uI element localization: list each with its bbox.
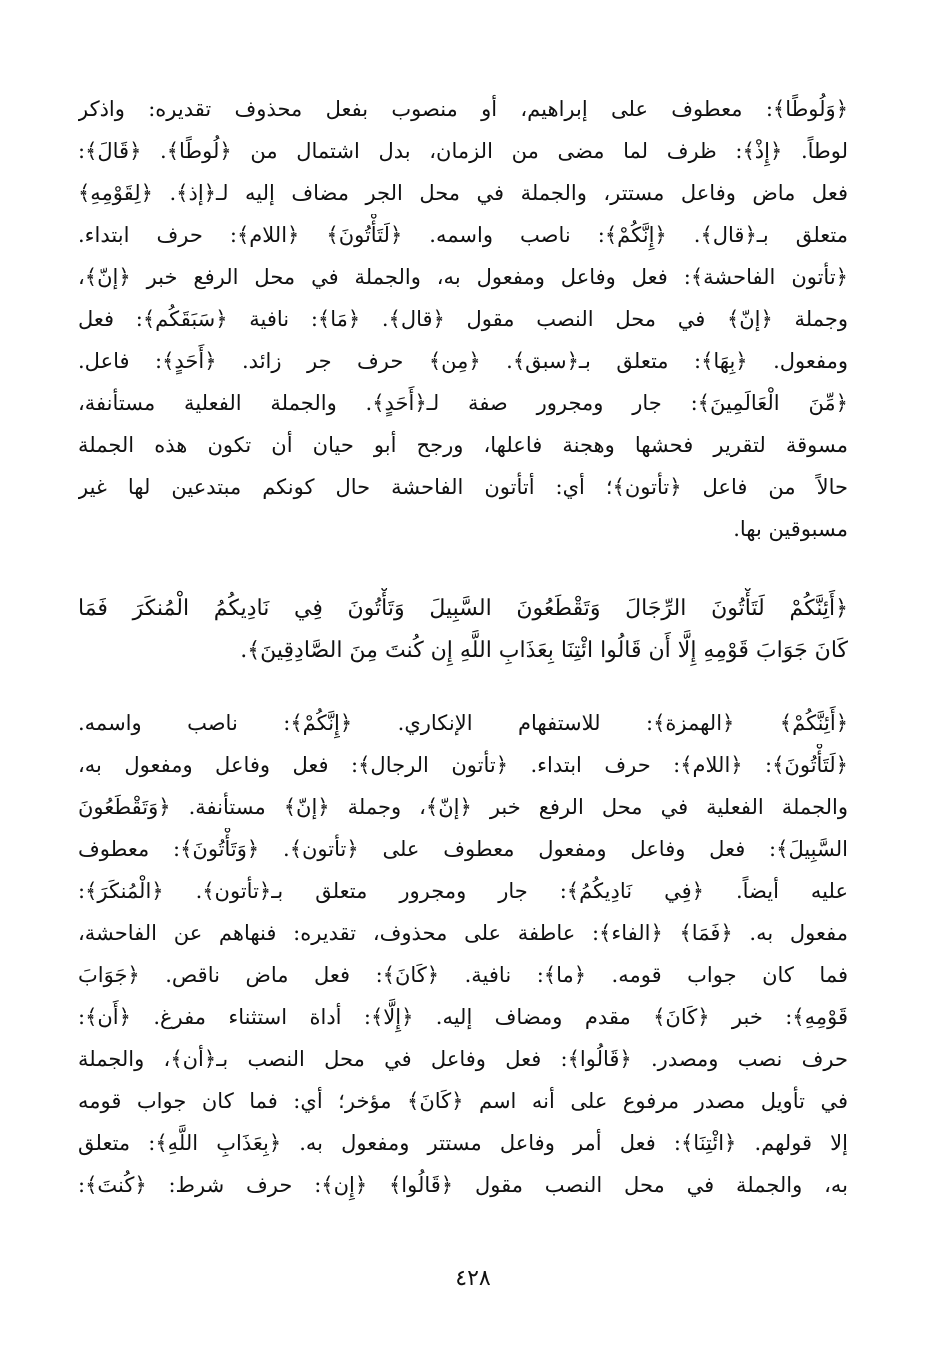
text-line: إلا قولهم. ﴿ائْتِنَا﴾: فعل أمر وفاعل مستتر ومفعول به. ﴿بِعَذَابِ اللَّهِ﴾: متعلق: [78, 1131, 848, 1155]
text-line: مفعول به. ﴿فَمَا﴾ ﴿الفاء﴾: عاطفة على محذوف، تقديره: فنهاهم عن الفاحشة،: [78, 921, 848, 945]
commentary-paragraph-2: [78, 702, 848, 1206]
text-line: حرف نصب ومصدر. ﴿قَالُوا﴾: فعل وفاعل في محل النصب بـ﴿أن﴾، والجملة: [78, 1047, 848, 1071]
text-line: ﴿وَلُوطًا﴾: معطوف على إبراهيم، أو منصوب بفعل محذوف تقديره: واذكر: [78, 97, 848, 121]
commentary-paragraph-1: [78, 88, 848, 550]
verse-line: كَانَ جَوَابَ قَوْمِهِ إِلَّا أَن قَالُوا ائْتِنَا بِعَذَابِ اللَّهِ إِن كُنتَ مِنَ الصَّادِقِينَ﴾.: [240, 638, 848, 663]
text-line: مسبوقين بها.: [733, 517, 848, 541]
text-line: عليه أيضاً. ﴿فِي نَادِيكُمُ﴾: جار ومجرور متعلق بـ﴿تأتون﴾. ﴿الْمُنكَرَ﴾:: [78, 879, 848, 903]
verse-line: ﴿أَئِنَّكُمْ لَتَأْتُونَ الرِّجَالَ وَتَقْطَعُونَ السَّبِيلَ وَتَأْتُونَ فِي نَادِيكُمُ الْمُنكَرَ فَمَا: [78, 596, 848, 621]
text-line: مسوقة لتقرير فحشها وهجنة فاعلها، ورجح أبو حيان أن تكون هذه الجملة: [78, 433, 848, 457]
text-line: في تأويل مصدر مرفوع على أنه اسم ﴿كَانَ﴾ مؤخر؛ أي: فما كان جواب قومه: [78, 1089, 848, 1113]
text-line: ﴿مِّنَ الْعَالَمِينَ﴾: جار ومجرور صفة لـ﴿أَحَدٍ﴾. والجملة الفعلية مستأنفة،: [78, 391, 848, 415]
text-line: به، والجملة في محل النصب مقول ﴿قَالُوا﴾ ﴿إِن﴾: حرف شرط: ﴿كُنتَ﴾:: [78, 1173, 848, 1197]
quran-verse: [78, 588, 848, 672]
text-line: السَّبِيلَ﴾: فعل وفاعل ومفعول معطوف على ﴿تأتون﴾. ﴿وَتَأْتُونَ﴾: معطوف: [78, 837, 848, 861]
text-line: فما كان جواب قومه. ﴿ما﴾: نافية. ﴿كَانَ﴾: فعل ماض ناقص. ﴿جَوَابَ: [78, 963, 848, 987]
text-line: متعلق بـ﴿قال﴾. ﴿إِنَّكُمْ﴾: ناصب واسمه. ﴿لَتَأْتُونَ﴾ ﴿اللام﴾: حرف ابتداء.: [78, 223, 848, 247]
text-line: لوطاً. ﴿إِذْ﴾: ظرف لما مضى من الزمان، بدل اشتمال من ﴿لُوطًا﴾. ﴿قَالَ﴾:: [78, 139, 848, 163]
text-line: ﴿أَئِنَّكُمْ﴾ ﴿الهمزة﴾: للاستفهام الإنكاري. ﴿إِنَّكُمْ﴾: ناصب واسمه.: [78, 711, 848, 735]
text-line: والجملة الفعلية في محل الرفع خبر ﴿إنّ﴾، وجملة ﴿إنّ﴾ مستأنفة. ﴿وَتَقْطَعُونَ: [78, 795, 848, 819]
text-line: وجملة ﴿إنّ﴾ في محل النصب مقول ﴿قال﴾. ﴿مَا﴾: نافية ﴿سَبَقَكُم﴾: فعل: [78, 307, 848, 331]
text-line: ﴿لَتَأْتُونَ﴾: ﴿اللام﴾: حرف ابتداء. ﴿تأتون الرجال﴾: فعل وفاعل ومفعول به،: [78, 753, 848, 777]
text-line: قَوْمِهِ﴾: خبر ﴿كَانَ﴾ مقدم ومضاف إليه. ﴿إِلَّا﴾: أداة استثناء مفرغ. ﴿أَن﴾:: [78, 1005, 848, 1029]
text-line: فعل ماض وفاعل مستتر، والجملة في محل الجر مضاف إليه لـ﴿إذ﴾. ﴿لِقَوْمِهِ﴾: [78, 181, 848, 205]
text-line: حالاً من فاعل ﴿تأتون﴾؛ أي: أتأتون الفاحشة حال كونكم مبتدعين لها غير: [78, 475, 848, 499]
page-number: ٤٢٨: [455, 1266, 491, 1291]
text-line: ﴿تأتون الفاحشة﴾: فعل وفاعل ومفعول به، والجملة في محل الرفع خبر ﴿إنّ﴾،: [78, 265, 848, 289]
text-line: ومفعول. ﴿بِهَا﴾: متعلق بـ﴿سبق﴾. ﴿مِن﴾ حرف جر زائد. ﴿أَحَدٍ﴾: فاعل.: [78, 349, 848, 373]
